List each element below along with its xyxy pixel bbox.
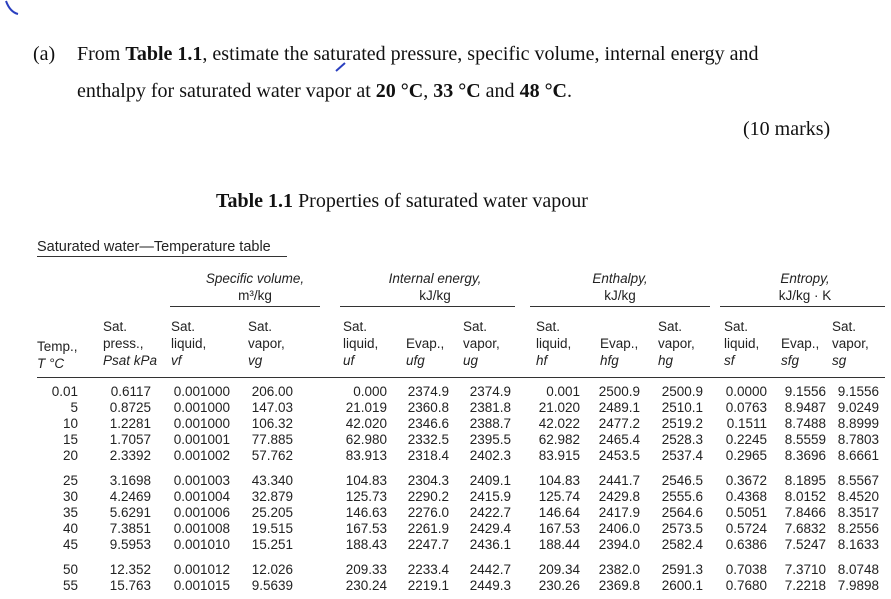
table-cell: 125.74 xyxy=(538,489,580,504)
table-cell: 2290.2 xyxy=(407,489,449,504)
col-sg: Sat. vapor, sg xyxy=(832,319,869,368)
table-cell: 2528.3 xyxy=(661,432,703,447)
table-cell: 209.34 xyxy=(538,562,580,577)
table-cell: 0.5051 xyxy=(725,505,767,520)
table-cell: 5.6291 xyxy=(109,505,151,520)
col-ufg: Evap., ufg xyxy=(406,336,445,368)
table-cell: 2381.8 xyxy=(469,400,511,415)
table-cell: 9.1556 xyxy=(837,384,879,399)
table-cell: 209.33 xyxy=(345,562,387,577)
table-cell: 2388.7 xyxy=(469,416,511,431)
group-enthalpy: Enthalpy, kJ/kg xyxy=(592,271,648,303)
table-cell: 50 xyxy=(62,562,78,577)
table-cell: 0.001008 xyxy=(173,521,230,536)
col-vg: Sat. vapor, vg xyxy=(248,319,285,368)
table-cell: 8.5559 xyxy=(784,432,826,447)
table-cell: 15 xyxy=(62,432,78,447)
table-cell: 146.63 xyxy=(345,505,387,520)
table-cell: 0.1511 xyxy=(726,416,767,431)
table-cell: 2441.7 xyxy=(598,473,640,488)
table-cell: 8.2556 xyxy=(837,521,879,536)
table-cell: 12.352 xyxy=(109,562,151,577)
table-cell: 0.01 xyxy=(51,384,78,399)
table-cell: 20 xyxy=(62,448,78,463)
table-cell: 10 xyxy=(62,416,78,431)
table-cell: 8.7803 xyxy=(837,432,879,447)
table-cell: 206.00 xyxy=(251,384,293,399)
table-cell: 4.2469 xyxy=(109,489,151,504)
col-uf: Sat. liquid, uf xyxy=(343,319,379,368)
question-label: (a) xyxy=(33,43,56,65)
table-cell: 35 xyxy=(62,505,78,520)
table-cell: 2582.4 xyxy=(661,537,703,552)
col-hg: Sat. vapor, hg xyxy=(658,319,695,368)
table-cell: 0.001 xyxy=(546,384,580,399)
table-title: Saturated water—Temperature table xyxy=(37,239,271,255)
group-entropy: Entropy, kJ/kg · K xyxy=(778,271,832,303)
table-cell: 0.001004 xyxy=(173,489,230,504)
table-cell: 2422.7 xyxy=(469,505,511,520)
table-cell: 30 xyxy=(62,489,78,504)
table-cell: 0.000 xyxy=(353,384,387,399)
table-cell: 8.7488 xyxy=(784,416,826,431)
table-cell: 188.43 xyxy=(345,537,387,552)
col-sf: Sat. liquid, sf xyxy=(724,319,760,368)
pen-mark-icon xyxy=(0,0,30,20)
table-cell: 2417.9 xyxy=(598,505,640,520)
table-cell: 2519.2 xyxy=(661,416,703,431)
table-cell: 0.2245 xyxy=(725,432,767,447)
table-cell: 8.3696 xyxy=(784,448,826,463)
table-cell: 2546.5 xyxy=(661,473,703,488)
table-cell: 2276.0 xyxy=(407,505,449,520)
table-cell: 2409.1 xyxy=(469,473,511,488)
table-cell: 2.3392 xyxy=(109,448,151,463)
table-cell: 0.001010 xyxy=(173,537,230,552)
table-cell: 2465.4 xyxy=(598,432,640,447)
table-cell: 8.1895 xyxy=(784,473,826,488)
table-cell: 0.001012 xyxy=(173,562,230,577)
table-cell: 2360.8 xyxy=(407,400,449,415)
group-specific-volume: Specific volume, m³/kg xyxy=(205,271,305,303)
table-cell: 104.83 xyxy=(538,473,580,488)
table-cell: 2395.5 xyxy=(469,432,511,447)
table-cell: 146.64 xyxy=(538,505,580,520)
table-cell: 40 xyxy=(62,521,78,536)
table-cell: 5 xyxy=(70,400,78,415)
table-cell: 7.3710 xyxy=(784,562,826,577)
table-cell: 2449.3 xyxy=(469,578,511,593)
marks-label: (10 marks) xyxy=(743,118,831,140)
table-cell: 2374.9 xyxy=(407,384,449,399)
table-cell: 2573.5 xyxy=(661,521,703,536)
table-cell: 0.0000 xyxy=(725,384,767,399)
table-cell: 8.5567 xyxy=(837,473,879,488)
table-cell: 2489.1 xyxy=(598,400,640,415)
table-cell: 0.6117 xyxy=(110,384,151,399)
table-cell: 42.022 xyxy=(538,416,580,431)
table-cell: 2555.6 xyxy=(661,489,703,504)
table-cell: 2219.1 xyxy=(407,578,449,593)
table-cell: 2500.9 xyxy=(598,384,640,399)
table-cell: 3.1698 xyxy=(109,473,151,488)
table-cell: 7.8466 xyxy=(784,505,826,520)
table-cell: 230.26 xyxy=(538,578,580,593)
table-cell: 0.001001 xyxy=(173,432,230,447)
table-cell: 8.0748 xyxy=(837,562,879,577)
table-cell: 167.53 xyxy=(538,521,580,536)
group-internal-energy: Internal energy, kJ/kg xyxy=(388,271,482,303)
table-cell: 2600.1 xyxy=(661,578,703,593)
table-cell: 15.251 xyxy=(251,537,293,552)
table-cell: 21.019 xyxy=(345,400,387,415)
table-cell: 8.9487 xyxy=(784,400,826,415)
table-cell: 104.83 xyxy=(345,473,387,488)
table-cell: 2304.3 xyxy=(407,473,449,488)
table-cell: 2247.7 xyxy=(407,537,449,552)
table-cell: 7.6832 xyxy=(784,521,826,536)
table-cell: 32.879 xyxy=(251,489,293,504)
table-cell: 2369.8 xyxy=(598,578,640,593)
table-cell: 2564.6 xyxy=(661,505,703,520)
table-cell: 0.001015 xyxy=(173,578,230,593)
table-cell: 8.0152 xyxy=(784,489,826,504)
col-ug: Sat. vapor, ug xyxy=(463,319,500,368)
table-cell: 8.8999 xyxy=(837,416,879,431)
table-cell: 2406.0 xyxy=(598,521,640,536)
table-cell: 7.3851 xyxy=(109,521,151,536)
table-cell: 2591.3 xyxy=(661,562,703,577)
table-cell: 230.24 xyxy=(345,578,387,593)
table-cell: 19.515 xyxy=(251,521,293,536)
table-cell: 55 xyxy=(62,578,78,593)
table-cell: 0.0763 xyxy=(725,400,767,415)
table-cell: 8.3517 xyxy=(837,505,879,520)
table-cell: 7.5247 xyxy=(784,537,826,552)
col-temp: Temp., T °C xyxy=(37,339,78,371)
table-cell: 21.020 xyxy=(538,400,580,415)
table-cell: 7.9898 xyxy=(837,578,879,593)
table-cell: 2394.0 xyxy=(598,537,640,552)
table-cell: 2429.8 xyxy=(598,489,640,504)
col-hf: Sat. liquid, hf xyxy=(536,319,572,368)
table-cell: 0.2965 xyxy=(725,448,767,463)
table-cell: 125.73 xyxy=(345,489,387,504)
table-cell: 1.2281 xyxy=(109,416,151,431)
table-cell: 0.001003 xyxy=(173,473,230,488)
table-cell: 9.5953 xyxy=(109,537,151,552)
table-cell: 2402.3 xyxy=(469,448,511,463)
table-cell: 0.001006 xyxy=(173,505,230,520)
table-cell: 2374.9 xyxy=(469,384,511,399)
table-cell: 62.982 xyxy=(538,432,580,447)
col-sfg: Evap., sfg xyxy=(781,336,820,368)
table-cell: 2346.6 xyxy=(407,416,449,431)
table-cell: 2233.4 xyxy=(407,562,449,577)
table-cell: 2429.4 xyxy=(469,521,511,536)
table-cell: 2318.4 xyxy=(407,448,449,463)
table-cell: 15.763 xyxy=(109,578,151,593)
table-cell: 9.0249 xyxy=(837,400,879,415)
table-cell: 2382.0 xyxy=(598,562,640,577)
col-vf: Sat. liquid, vf xyxy=(171,319,207,368)
table-cell: 8.4520 xyxy=(837,489,879,504)
table-cell: 2453.5 xyxy=(598,448,640,463)
table-cell: 7.2218 xyxy=(784,578,826,593)
table-cell: 9.5639 xyxy=(251,578,293,593)
table-cell: 0.7038 xyxy=(725,562,767,577)
table-cell: 0.001000 xyxy=(173,416,230,431)
table-cell: 1.7057 xyxy=(109,432,151,447)
table-cell: 0.7680 xyxy=(725,578,767,593)
table-cell: 2537.4 xyxy=(661,448,703,463)
table-cell: 0.3672 xyxy=(725,473,767,488)
table-cell: 83.913 xyxy=(345,448,387,463)
table-cell: 2500.9 xyxy=(661,384,703,399)
table-cell: 42.020 xyxy=(345,416,387,431)
col-sat-press: Sat. press., Psat kPa xyxy=(103,319,158,368)
table-cell: 83.915 xyxy=(538,448,580,463)
table-cell: 2510.1 xyxy=(661,400,703,415)
table-cell: 8.6661 xyxy=(837,448,879,463)
table-cell: 0.8725 xyxy=(109,400,151,415)
table-cell: 0.001000 xyxy=(173,400,230,415)
table-cell: 12.026 xyxy=(251,562,293,577)
table-cell: 2442.7 xyxy=(469,562,511,577)
table-cell: 2415.9 xyxy=(469,489,511,504)
table-cell: 2477.2 xyxy=(598,416,640,431)
table-cell: 43.340 xyxy=(251,473,293,488)
table-cell: 106.32 xyxy=(251,416,293,431)
table-cell: 0.001000 xyxy=(173,384,230,399)
table-cell: 2332.5 xyxy=(407,432,449,447)
table-cell: 77.885 xyxy=(251,432,293,447)
table-cell: 0.6386 xyxy=(725,537,767,552)
table-cell: 0.4368 xyxy=(725,489,767,504)
table-cell: 147.03 xyxy=(251,400,293,415)
table-cell: 188.44 xyxy=(538,537,580,552)
table-cell: 25 xyxy=(62,473,78,488)
table-cell: 2436.1 xyxy=(469,537,511,552)
table-cell: 2261.9 xyxy=(407,521,449,536)
table-cell: 8.1633 xyxy=(837,537,879,552)
table-cell: 45 xyxy=(62,537,78,552)
table-cell: 167.53 xyxy=(345,521,387,536)
table-cell: 9.1556 xyxy=(784,384,826,399)
table-cell: 25.205 xyxy=(251,505,293,520)
table-cell: 0.001002 xyxy=(173,448,230,463)
table-cell: 57.762 xyxy=(251,448,293,463)
table-caption: Table 1.1 Properties of saturated water vapour xyxy=(216,190,588,212)
table-cell: 0.5724 xyxy=(725,521,767,536)
col-hfg: Evap., hfg xyxy=(600,336,639,368)
table-cell: 62.980 xyxy=(345,432,387,447)
question-line-1: From Table 1.1, estimate the saturated pressure, specific volume, internal energy and xyxy=(77,43,759,65)
question-line-2: enthalpy for saturated water vapor at 20 °C, 33 °C and 48 °C. xyxy=(77,80,573,102)
